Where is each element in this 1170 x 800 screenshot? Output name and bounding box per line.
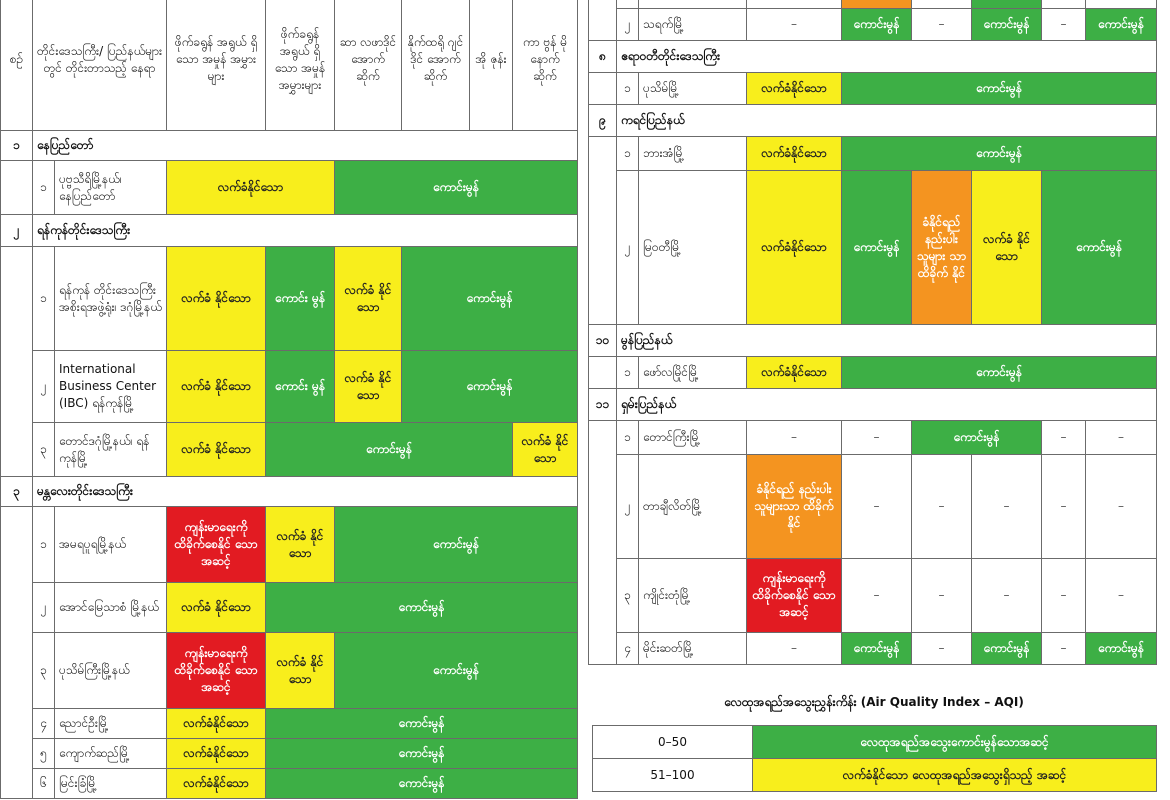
section-row	[589, 325, 1157, 357]
aqi-acceptable-cell: လက်ခံ နိုင်သော	[167, 351, 266, 423]
row-no: ၃	[617, 559, 639, 633]
section-no: ၈	[589, 41, 617, 73]
header-so2: ဆာ လဖာဒိုင် အောက် ဆိုက်	[335, 0, 402, 131]
no-data-cell: –	[1042, 559, 1086, 633]
table-header-row	[1, 0, 578, 131]
row-no: ၁	[33, 507, 55, 583]
aqi-good-cell: ကောင်းမွန်	[266, 709, 578, 739]
section-name: ရှမ်းပြည်နယ်	[617, 389, 1157, 421]
row-no: ၁	[33, 161, 55, 215]
section-row	[589, 41, 1157, 73]
aqi-acceptable-cell: လက်ခံ နိုင်သော	[972, 171, 1042, 325]
aqi-good-cell: ကောင်း မွန်	[266, 351, 335, 423]
aqi-unhealthy-cell: ကျန်းမာရေးကို ထိခိုက်စေနိုင် သောအဆင့်	[167, 633, 266, 709]
no-data-cell: –	[1042, 9, 1086, 41]
header-pm: ဖိုက်ခရွန် အရွယ် ရှိသော အမှုန် အမွှားများ	[167, 0, 266, 131]
section-no: ၉	[589, 105, 617, 137]
section-row	[589, 389, 1157, 421]
table-row	[589, 357, 1157, 389]
section-no: ၃	[1, 477, 33, 507]
no-data-cell: –	[842, 421, 912, 455]
section-row	[1, 477, 578, 507]
aqi-good-cell: ကောင်းမွန်	[842, 137, 1157, 171]
section-no: ၁၀	[589, 325, 617, 357]
row-no: ၁	[617, 421, 639, 455]
table-row	[589, 455, 1157, 559]
header-no: စဉ်	[1, 0, 33, 131]
aqi-good-cell: ကောင်းမွန်	[842, 633, 912, 665]
aqi-acceptable-cell: လက်ခံနိုင်သော	[747, 73, 842, 105]
section-name: ရန်ကုန်တိုင်းဒေသကြီး	[33, 215, 578, 247]
left-aqi-table	[0, 0, 578, 799]
legend-row	[593, 726, 1157, 759]
legend-desc-acceptable: လက်ခံနိုင်သော လေထုအရည်အသွေးရှိသည့် အဆင့်	[753, 759, 1157, 792]
aqi-good-cell: ကောင်းမွန်	[972, 9, 1042, 41]
header-pm-small: ဖိုက်ခရွန် အရွယ် ရှိသော အမှုန် အမွှားများ	[266, 0, 335, 131]
aqi-good-cell: ကောင်းမွန်	[266, 583, 578, 633]
row-no: ၁	[617, 137, 639, 171]
row-place: International Business Center (IBC) ရန်ကုန်မြို့	[55, 351, 167, 423]
no-data-cell: –	[912, 455, 972, 559]
no-data-cell: –	[912, 633, 972, 665]
row-no: ၅	[33, 739, 55, 769]
row-place: မိုင်းဆတ်မြို့	[639, 633, 747, 665]
aqi-good-cell: ကောင်းမွန်	[842, 73, 1157, 105]
aqi-good-cell: ကောင်းမွန်	[1086, 9, 1157, 41]
aqi-good-cell: ကောင်းမွန်	[335, 633, 578, 709]
aqi-good-cell: ကောင်း မွန်	[266, 247, 335, 351]
aqi-acceptable-cell: လက်ခံ နိုင်သော	[513, 423, 578, 477]
row-place: တာချီလိတ်မြို့	[639, 455, 747, 559]
aqi-acceptable-cell: လက်ခံနိုင်သော	[167, 739, 266, 769]
row-place: တောင်ကြီးမြို့	[639, 421, 747, 455]
row-no: ၁	[33, 247, 55, 351]
aqi-acceptable-cell: လက်ခံ နိုင်သော	[266, 507, 335, 583]
no-data-cell: –	[1086, 559, 1157, 633]
aqi-legend-table	[592, 725, 1157, 792]
no-data-cell: –	[842, 559, 912, 633]
table-row	[1, 709, 578, 739]
legend-range: 51–100	[593, 759, 753, 792]
section-row	[1, 215, 578, 247]
table-row	[1, 769, 578, 799]
row-no: ၂	[617, 455, 639, 559]
table-row	[589, 171, 1157, 325]
aqi-good-cell: ကောင်းမွန်	[1042, 171, 1157, 325]
table-row	[1, 739, 578, 769]
aqi-good-cell: ကောင်းမွန်	[402, 351, 578, 423]
section-name: ကရင်ပြည်နယ်	[617, 105, 1157, 137]
header-co: ကာ ဗွန် မို နောက် ဆိုက်	[513, 0, 578, 131]
aqi-acceptable-cell: လက်ခံ နိုင်သော	[167, 583, 266, 633]
section-row	[1, 131, 578, 161]
header-place: တိုင်းဒေသကြီး/ ပြည်နယ်များတွင် တိုင်းတာသည့် နေရာ	[33, 0, 167, 131]
row-place: ပုဗ္ဗသီရိမြို့နယ်၊ နေပြည်တော်	[55, 161, 167, 215]
aqi-unhealthy-cell: ကျန်းမာရေးကို ထိခိုက်စေနိုင် သောအဆင့်	[167, 507, 266, 583]
row-place: ညောင်ဦးမြို့	[55, 709, 167, 739]
table-row	[589, 9, 1157, 41]
no-data-cell: –	[842, 455, 912, 559]
section-no: ၁၁	[589, 389, 617, 421]
legend-desc-good: လေထုအရည်အသွေးကောင်းမွန်သောအဆင့်	[753, 726, 1157, 759]
row-place: မြင်းခြံမြို့	[55, 769, 167, 799]
aqi-good-cell: ကောင်းမွန်	[912, 421, 1042, 455]
no-data-cell: –	[1042, 421, 1086, 455]
row-place: အောင်မြေသာစံ မြို့နယ်	[55, 583, 167, 633]
table-row	[1, 161, 578, 215]
aqi-legend-title: လေထုအရည်အသွေးညွှန်းကိန်း (Air Quality Index – AQI)	[724, 695, 1024, 709]
section-row	[589, 105, 1157, 137]
row-no: ၂	[617, 171, 639, 325]
header-no2: နိုက်ထရို ဂျင်ဒိုင် အောက် ဆိုက်	[402, 0, 470, 131]
row-no: ၁	[617, 73, 639, 105]
section-no: ၂	[1, 215, 33, 247]
row-place: ပုသိမ်မြို့	[639, 73, 747, 105]
aqi-good-cell: ကောင်းမွန်	[335, 507, 578, 583]
aqi-sensitive-cell: ခံနိုင်ရည် နည်းပါး သူများ သာ ထိခိုက် နိုင်	[912, 171, 972, 325]
no-data-cell: –	[1086, 421, 1157, 455]
aqi-good-cell: ကောင်းမွန်	[1086, 633, 1157, 665]
row-place: ရန်ကုန် တိုင်းဒေသကြီး အစိုးရအဖွဲ့ရုံး၊ ဒဂုံမြို့နယ်	[55, 247, 167, 351]
row-no: ၄	[33, 709, 55, 739]
aqi-good-cell: ကောင်းမွန်	[266, 423, 513, 477]
aqi-good-cell: ကောင်းမွန်	[842, 171, 912, 325]
aqi-acceptable-cell: လက်ခံနိုင်သော	[747, 137, 842, 171]
row-no: ၂	[33, 351, 55, 423]
no-data-cell: –	[747, 633, 842, 665]
aqi-acceptable-cell: လက်ခံနိုင်သော	[167, 709, 266, 739]
section-no: ၁	[1, 131, 33, 161]
table-row	[1, 583, 578, 633]
aqi-good-cell: ကောင်းမွန်	[842, 357, 1157, 389]
aqi-acceptable-cell: လက်ခံနိုင်သော	[747, 171, 842, 325]
row-place: အမရပူရမြို့နယ်	[55, 507, 167, 583]
right-aqi-table	[588, 0, 1157, 665]
aqi-acceptable-cell: လက်ခံ နိုင်သော	[266, 633, 335, 709]
aqi-good-cell	[972, 0, 1042, 9]
header-ozone: အို ဇုန်း	[470, 0, 513, 131]
aqi-good-cell: ကောင်းမွန်	[402, 247, 578, 351]
row-place: ပုသိမ်ကြီးမြို့နယ်	[55, 633, 167, 709]
no-data-cell: –	[1086, 455, 1157, 559]
table-row	[589, 559, 1157, 633]
table-row	[1, 633, 578, 709]
row-no: ၄	[617, 633, 639, 665]
aqi-good-cell: ကောင်းမွန်	[972, 633, 1042, 665]
table-row	[589, 137, 1157, 171]
row-no: ၃	[33, 633, 55, 709]
aqi-good-cell: ကောင်းမွန်	[842, 9, 912, 41]
aqi-acceptable-cell: လက်ခံနိုင်သော	[747, 357, 842, 389]
aqi-acceptable-cell: လက်ခံ နိုင်သော	[335, 351, 402, 423]
aqi-acceptable-cell: လက်ခံ နိုင်သော	[167, 423, 266, 477]
aqi-acceptable-cell: လက်ခံ နိုင်သော	[335, 247, 402, 351]
table-row	[1, 507, 578, 583]
table-row	[1, 247, 578, 351]
row-no: ၂	[33, 583, 55, 633]
section-name: မွန်ပြည်နယ်	[617, 325, 1157, 357]
row-place: ဘားအံမြို့	[639, 137, 747, 171]
row-no: ၁	[617, 357, 639, 389]
aqi-good-cell: ကောင်းမွန်	[335, 161, 578, 215]
row-place: မြဝတီမြို့	[639, 171, 747, 325]
no-data-cell: –	[1042, 455, 1086, 559]
table-row	[1, 351, 578, 423]
no-data-cell: –	[972, 559, 1042, 633]
aqi-acceptable-cell: လက်ခံနိုင်သော	[167, 161, 335, 215]
row-no: ၃	[33, 423, 55, 477]
table-row	[589, 421, 1157, 455]
table-row	[589, 73, 1157, 105]
section-name: ဧရာဝတီတိုင်းဒေသကြီး	[617, 41, 1157, 73]
aqi-acceptable-cell: လက်ခံနိုင်သော	[167, 769, 266, 799]
row-no: ၆	[33, 769, 55, 799]
row-place: သရက်မြို့	[639, 9, 747, 41]
no-data-cell: –	[912, 9, 972, 41]
row-no: ၂	[617, 9, 639, 41]
no-data-cell: –	[972, 455, 1042, 559]
no-data-cell: –	[747, 9, 842, 41]
section-name: နေပြည်တော်	[33, 131, 578, 161]
row-place: ဖော်လမြိုင်မြို့	[639, 357, 747, 389]
aqi-unhealthy-cell: ကျန်းမာရေးကို ထိခိုက်စေနိုင် သော အဆင့်	[747, 559, 842, 633]
aqi-sensitive-cell	[842, 0, 912, 9]
table-row	[589, 0, 1157, 9]
aqi-good-cell: ကောင်းမွန်	[266, 769, 578, 799]
legend-row	[593, 759, 1157, 792]
no-data-cell: –	[912, 559, 972, 633]
aqi-sensitive-cell: ခံနိုင်ရည် နည်းပါး သူများသာ ထိခိုက်နိုင်	[747, 455, 842, 559]
legend-range: 0–50	[593, 726, 753, 759]
table-row	[589, 633, 1157, 665]
row-place: ကျောက်ဆည်မြို့	[55, 739, 167, 769]
row-place: တောင်ဒဂုံမြို့နယ်၊ ရန်ကုန်မြို့	[55, 423, 167, 477]
section-name: မန္တလေးတိုင်းဒေသကြီး	[33, 477, 578, 507]
aqi-acceptable-cell: လက်ခံ နိုင်သော	[167, 247, 266, 351]
no-data-cell: –	[1042, 633, 1086, 665]
aqi-good-cell: ကောင်းမွန်	[266, 739, 578, 769]
table-row	[1, 423, 578, 477]
row-place: ကျိုင်းတုံမြို့	[639, 559, 747, 633]
no-data-cell: –	[747, 421, 842, 455]
